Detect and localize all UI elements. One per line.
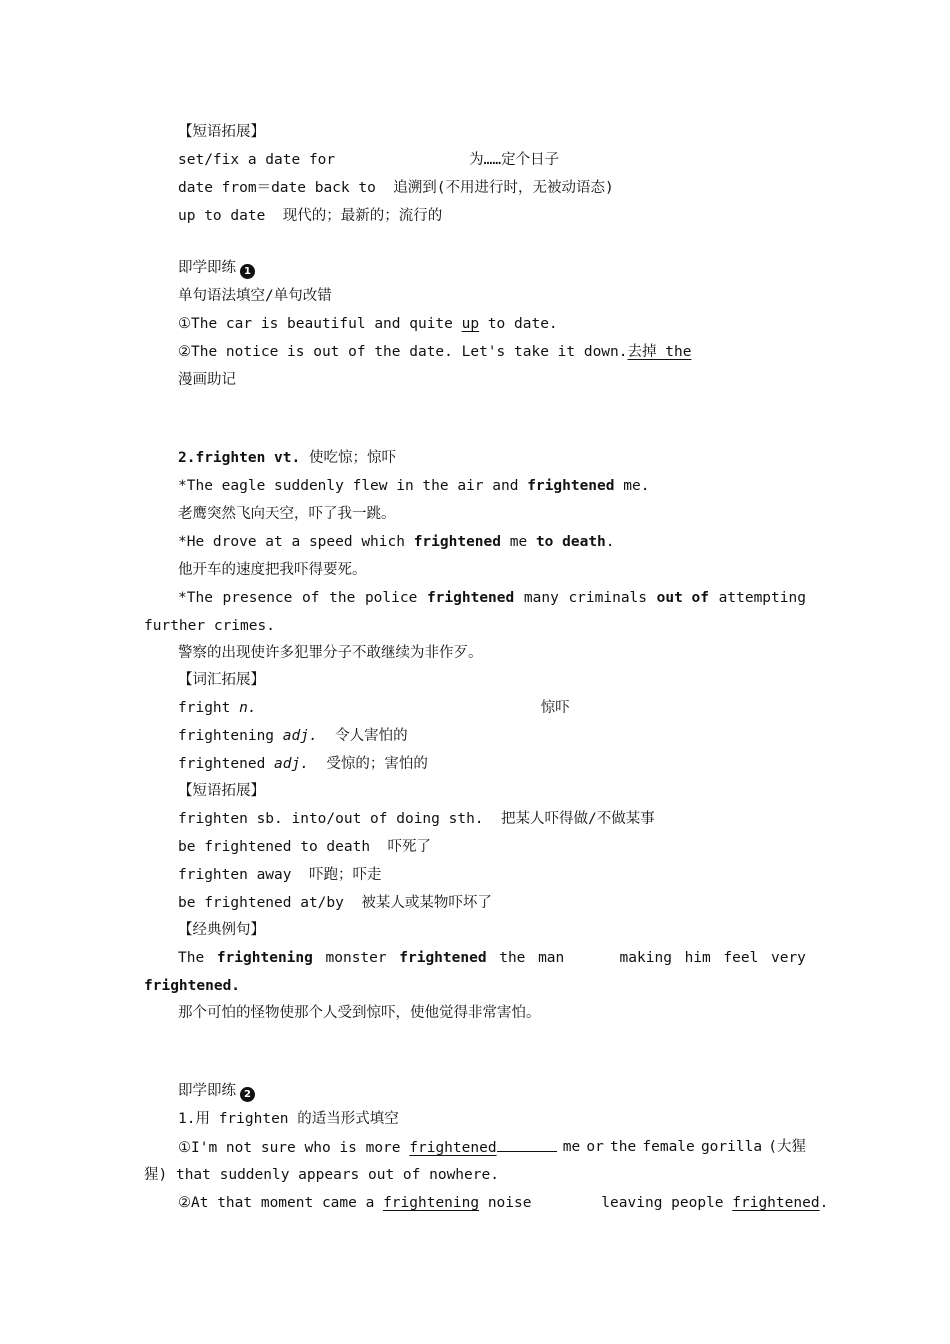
headword: 2.frighten vt. [178,450,301,466]
keyword: frightened [413,534,502,550]
practice-label: 即学即练 [178,260,236,276]
vocab-word: frightened [178,756,275,772]
word: criminals [568,590,648,606]
question-text: ②The notice is out of the date. Let's take it down. [178,344,628,360]
question-text: ①I'm not sure who is more [178,1140,410,1156]
word: making [619,950,672,966]
answer: frightening [383,1195,480,1211]
keyword: out of [656,590,710,606]
practice-label: 即学即练 [178,1083,236,1099]
phrase-item-1: frighten sb. into/out of doing sth. 把某人吓得做/不做某事 [178,811,655,827]
word: man [538,950,565,966]
phrase-item-2: be frightened to death 吓死了 [178,839,432,855]
spacer [577,948,607,968]
word: the [329,590,356,606]
comic-aid-label: 漫画助记 [178,372,236,388]
word: many [523,590,559,606]
word: (大猩 [768,1139,806,1155]
keyword: frightened [399,950,487,966]
exercise-question-2 [178,342,691,362]
classic-sentence-continued: frightened. [144,978,241,994]
example-1-translation: 老鹰突然飞向天空，吓了我一跳。 [178,506,396,522]
phrase-extension-header-2: 【短语拓展】 [178,783,265,799]
keyword: frightened [527,478,615,494]
exercise-2-instruction: 1.用 frighten 的适当形式填空 [178,1111,399,1127]
example-text: me [501,534,536,550]
phrase-item-3: frighten away 吓跑；吓走 [178,867,382,883]
vocab-word: frightening [178,728,283,744]
exercise-2-question-1-continued: 猩) that suddenly appears out of nowhere. [144,1167,499,1183]
word: monster [325,950,387,966]
example-text: *The eagle suddenly flew in the air and [178,478,528,494]
phrase-line-1 [178,150,559,170]
classic-sentence [178,948,806,968]
word: or [586,1139,604,1155]
part-of-speech: adj. [274,756,309,772]
part-of-speech: adj. [282,728,318,744]
phrase-line-2: date from＝date back to 追溯到(不用进行时，无被动语态) [178,180,614,196]
practice-title-1 [178,258,255,279]
word: the [499,950,526,966]
vocab-extension-header: 【词汇拓展】 [178,672,265,688]
headword-meaning: 使吃惊；惊吓 [300,450,396,466]
exercise-question-1 [178,314,558,334]
phrase-extension-header: 【短语拓展】 [178,124,265,140]
answer: 去掉 the [627,344,692,360]
entry-heading [178,448,396,468]
practice-title-2 [178,1081,255,1102]
word: The [178,950,205,966]
vocab-word: fright [178,700,240,716]
example-2-translation: 他开车的速度把我吓得要死。 [178,562,367,578]
question-text: noise leaving people [479,1195,733,1211]
phrase-cn: 为……定个日子 [469,152,560,168]
phrase-en: set/fix a date for [178,152,336,168]
example-2 [178,532,615,552]
vocab-line-3 [178,754,428,774]
question-lead [178,1137,557,1158]
example-text: . [605,534,615,550]
word: presence [222,590,293,606]
word: *The [178,590,213,606]
vocab-line-1 [178,698,570,718]
question-text: ①The car is beautiful and quite [178,316,462,332]
example-text: *He drove at a speed which [178,534,414,550]
word: feel [723,950,759,966]
keyword: frightening [216,950,313,966]
word: police [364,590,418,606]
phrase-line-3: up to date 现代的；最新的；流行的 [178,208,443,224]
example-text: me. [614,478,650,494]
word: attempting [718,590,806,606]
vocab-meaning: 受惊的；害怕的 [308,756,428,772]
circled-number-1-icon: 1 [240,264,255,279]
word: me [562,1139,581,1155]
keyword: frightened [426,590,515,606]
vocab-line-2 [178,726,408,746]
vocab-meaning: 惊吓 [540,700,570,716]
word: the [610,1139,637,1155]
word: him [684,950,711,966]
classic-sentence-translation: 那个可怕的怪物使那个人受到惊吓，使他觉得非常害怕。 [178,1005,541,1021]
answer: frightened [732,1195,820,1211]
answer-blank [497,1137,557,1152]
word: female [642,1139,695,1155]
answer: frightened [409,1140,497,1156]
exercise-2-question-1 [178,1137,806,1158]
word: gorilla [700,1139,763,1155]
keyword: to death [535,534,606,550]
exercise-instruction: 单句语法填空/单句改错 [178,288,332,304]
word: of [302,590,320,606]
answer: up [461,316,480,332]
word: very [770,950,806,966]
example-3 [178,588,806,608]
example-1 [178,476,649,496]
phrase-item-4: be frightened at/by 被某人或某物吓坏了 [178,895,492,911]
example-3-translation: 警察的出现使许多犯罪分子不敢继续为非作歹。 [178,645,483,661]
question-text: . [819,1195,829,1211]
circled-number-2-icon: 2 [240,1087,255,1102]
vocab-meaning: 令人害怕的 [317,728,408,744]
exercise-2-question-2 [178,1193,828,1213]
question-text: ②At that moment came a [178,1195,384,1211]
classic-sentence-header: 【经典例句】 [178,922,265,938]
example-3-continued: further crimes. [144,618,275,634]
part-of-speech: n. [239,700,257,716]
question-text: to date. [479,316,558,332]
